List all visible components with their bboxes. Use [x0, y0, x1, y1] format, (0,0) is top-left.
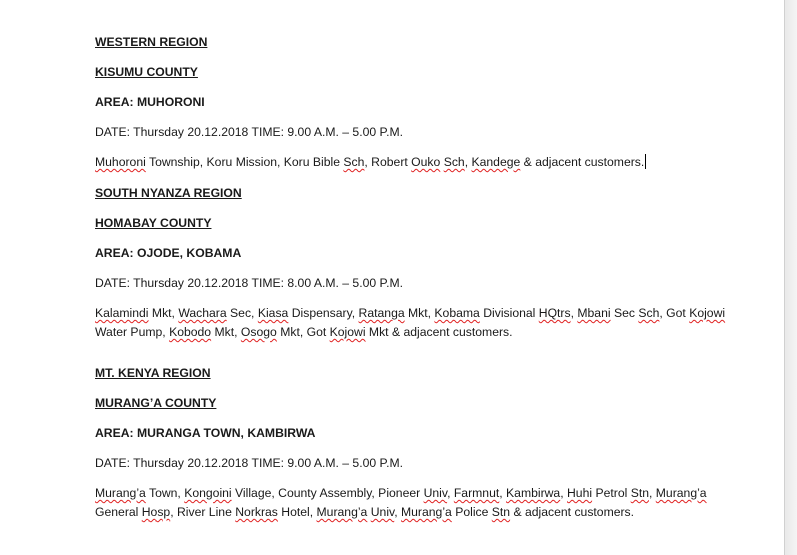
text-run: ,: [649, 486, 656, 500]
text-run: Mkt,: [404, 306, 435, 320]
locations-paragraph: [95, 153, 735, 172]
blank-line: [95, 354, 735, 364]
locations-paragraph: [95, 304, 735, 342]
date-time-line: DATE: Thursday 20.12.2018 TIME: 9.00 A.M. – 5.00 P.M.: [95, 125, 404, 139]
misspelled-word: Univ: [370, 505, 395, 519]
text-run: Mkt, Got: [276, 325, 330, 339]
misspelled-word: Muhoroni: [95, 155, 146, 169]
misspelled-word: Osogo: [240, 325, 277, 339]
misspelled-word: Murang’a: [316, 505, 368, 519]
text-run: Police: [451, 505, 492, 519]
text-run: Dispensary,: [288, 306, 359, 320]
text-run: Mkt,: [211, 325, 241, 339]
misspelled-word: Kambirwa: [506, 486, 561, 500]
misspelled-word: Kiasa: [257, 306, 289, 320]
text-run: & adjacent customers.: [510, 505, 635, 519]
misspelled-word: Huhi: [567, 486, 593, 500]
text-run: ,: [447, 486, 454, 500]
misspelled-word: Kobodo: [169, 325, 212, 339]
text-run: Sec: [610, 306, 639, 320]
text-run: & adjacent customers.: [520, 155, 645, 169]
area-heading: AREA: OJODE, KOBAMA: [95, 246, 242, 260]
misspelled-word: Hosp: [141, 505, 171, 519]
county-heading: MURANG’A COUNTY: [95, 396, 217, 410]
misspelled-word: Kojowi: [329, 325, 366, 339]
text-run: Water Pump,: [95, 325, 170, 339]
text-run: Township, Koru Mission, Koru Bible: [145, 155, 344, 169]
misspelled-word: Norkras: [235, 505, 278, 519]
text-run: Mkt & adjacent customers.: [365, 325, 513, 339]
text-run: ,: [570, 306, 578, 320]
section-south-nyanza: [95, 184, 735, 342]
date-time-line: DATE: Thursday 20.12.2018 TIME: 8.00 A.M. – 5.00 P.M.: [95, 276, 404, 290]
misspelled-word: Ratanga: [358, 306, 405, 320]
area-heading: AREA: MURANGA TOWN, KAMBIRWA: [95, 426, 316, 440]
misspelled-word: Murang’a: [95, 486, 146, 500]
misspelled-word: Murang’a: [401, 505, 452, 519]
text-run: ,: [560, 486, 567, 500]
misspelled-word: Kandege: [471, 155, 521, 169]
text-cursor: [645, 154, 646, 169]
misspelled-word: Ouko: [411, 155, 441, 169]
region-heading: MT. KENYA REGION: [95, 366, 211, 380]
misspelled-word: Stn: [491, 505, 511, 519]
text-run: Village, County Assembly, Pioneer: [231, 486, 424, 500]
misspelled-word: Wachara: [178, 306, 227, 320]
text-run: Hotel,: [277, 505, 317, 519]
section-mt-kenya: [95, 364, 735, 522]
misspelled-word: HQtrs: [538, 306, 571, 320]
text-run: Sec,: [226, 306, 258, 320]
misspelled-word: Sch: [638, 306, 660, 320]
page-edge: [784, 0, 797, 555]
county-heading: KISUMU COUNTY: [95, 65, 198, 79]
misspelled-word: Univ: [423, 486, 448, 500]
misspelled-word: Stn: [630, 486, 649, 500]
misspelled-word: Kobama: [434, 306, 480, 320]
misspelled-word: Kalamindi: [95, 306, 149, 320]
locations-paragraph: [95, 484, 735, 522]
misspelled-word: Sch: [343, 155, 365, 169]
text-run: ,: [394, 505, 401, 519]
misspelled-word: Mbani: [577, 306, 611, 320]
misspelled-word: Murang’a: [655, 486, 707, 500]
county-heading: HOMABAY COUNTY: [95, 216, 212, 230]
area-heading: AREA: MUHORONI: [95, 95, 205, 109]
section-western: [95, 33, 735, 172]
text-run: Petrol: [592, 486, 631, 500]
text-run: , Got: [659, 306, 690, 320]
misspelled-word: Kojowi: [689, 306, 726, 320]
text-run: ,: [464, 155, 472, 169]
text-run: Town,: [145, 486, 185, 500]
misspelled-word: Kongoini: [184, 486, 232, 500]
misspelled-word: Sch: [443, 155, 465, 169]
text-run: Divisional: [479, 306, 539, 320]
document-body[interactable]: [95, 33, 735, 522]
text-run: Mkt,: [148, 306, 179, 320]
text-run: , River Line: [170, 505, 236, 519]
date-time-line: DATE: Thursday 20.12.2018 TIME: 9.00 A.M. – 5.00 P.M.: [95, 456, 404, 470]
region-heading: SOUTH NYANZA REGION: [95, 186, 242, 200]
text-run: , Robert: [364, 155, 412, 169]
misspelled-word: Farmnut: [453, 486, 500, 500]
text-run: ,: [499, 486, 507, 500]
region-heading: WESTERN REGION: [95, 35, 208, 49]
text-run: General: [95, 505, 142, 519]
